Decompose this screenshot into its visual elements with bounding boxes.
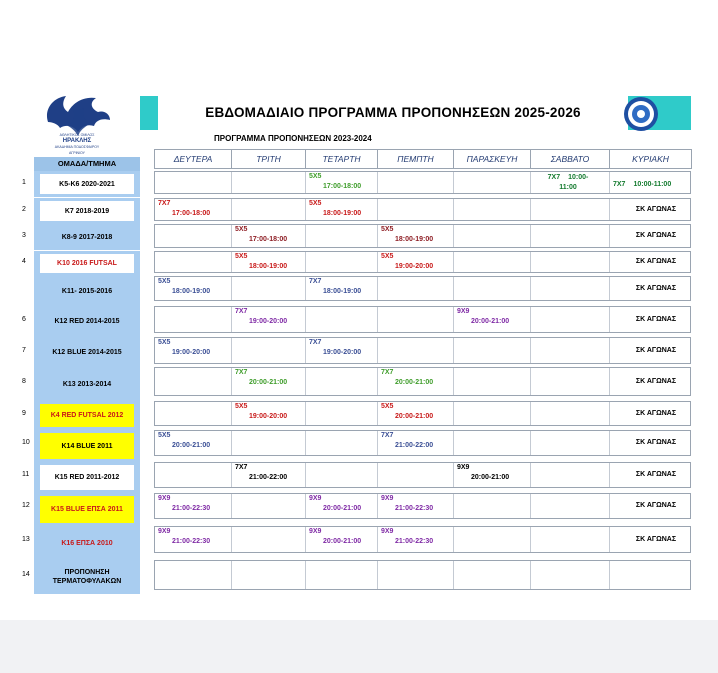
team-label: K4 RED FUTSAL 2012 [40, 404, 134, 427]
column-divider [453, 368, 454, 395]
schedule-row [154, 367, 691, 396]
column-divider [530, 199, 531, 220]
session-cell [381, 527, 433, 547]
session-cell [235, 225, 287, 245]
column-divider [609, 338, 610, 363]
column-divider [453, 561, 454, 589]
footer-band [0, 620, 718, 673]
column-divider [530, 172, 531, 193]
session-time: 17:00-18:00 [172, 210, 211, 217]
column-divider [453, 252, 454, 272]
team-cell [34, 337, 140, 367]
schedule-row [154, 306, 691, 333]
column-divider [305, 527, 306, 552]
column-divider [530, 368, 531, 395]
column-divider [530, 307, 531, 332]
session-cell [309, 494, 361, 514]
session-type: 5X5 [309, 173, 322, 180]
session-time: 20:00-21:00 [172, 442, 211, 449]
session-cell [309, 277, 361, 297]
team-cell [34, 493, 140, 526]
page-title: ΕΒΔΟΜΑΔΙΑΙΟ ΠΡΟΓΡΑΜΜΑ ΠΡΟΠΟΝΗΣΕΩΝ 2025-2026 [205, 105, 581, 120]
column-divider [453, 402, 454, 425]
column-divider [377, 338, 378, 363]
team-cell [34, 430, 140, 462]
column-divider [609, 252, 610, 272]
column-divider [231, 199, 232, 220]
column-divider [377, 402, 378, 425]
column-divider [377, 527, 378, 552]
session-type: 7X7 [381, 432, 394, 439]
session-time: 19:00-20:00 [249, 413, 288, 420]
session-type: 7X7 [235, 308, 248, 315]
session-type: 9X9 [457, 464, 470, 471]
column-divider [305, 463, 306, 487]
team-cell [34, 171, 140, 197]
session-cell [235, 402, 287, 422]
session-type: 5X5 [158, 278, 171, 285]
team-label: K16 ΕΠΣΑ 2010 [61, 539, 113, 547]
team-cell [34, 251, 140, 276]
column-divider [453, 463, 454, 487]
row-number: 10 [22, 439, 30, 446]
session-cell [158, 199, 210, 219]
logo-text-line-4: ΑΓΡΙΝΙΟΥ [68, 151, 85, 155]
session-cell [613, 180, 689, 190]
session-type: 5X5 [309, 200, 322, 207]
schedule-row [154, 462, 691, 488]
team-cell [34, 526, 140, 560]
column-divider [453, 494, 454, 518]
session-type: 7X7 [613, 180, 626, 188]
sunday-match: ΣΚ ΑΓΩΝΑΣ [635, 409, 677, 417]
column-divider [305, 338, 306, 363]
row-number: 4 [22, 258, 26, 265]
column-divider [305, 368, 306, 395]
column-divider [231, 277, 232, 300]
column-divider [377, 172, 378, 193]
session-type: 9X9 [158, 495, 171, 502]
team-label: K8-9 2017-2018 [61, 233, 113, 241]
team-label: K12 BLUE 2014-2015 [52, 348, 122, 356]
team-label: K13 2013-2014 [62, 380, 112, 388]
schedule-row [154, 276, 691, 301]
column-divider [609, 527, 610, 552]
session-type: 5X5 [235, 253, 248, 260]
session-cell [381, 225, 433, 245]
column-divider [231, 561, 232, 589]
day-header-2: ΤΡΙΤΗ [231, 149, 306, 169]
session-type: 5X5 [381, 253, 394, 260]
team-cell [34, 306, 140, 337]
column-divider [609, 402, 610, 425]
column-divider [609, 225, 610, 247]
session-time: 21:00-22:30 [172, 505, 211, 512]
schedule-row [154, 401, 691, 426]
day-header-7: ΚΥΡΙΑΚΗ [609, 149, 692, 169]
column-divider [305, 561, 306, 589]
session-type: 9X9 [381, 528, 394, 535]
column-divider [377, 368, 378, 395]
column-divider [305, 402, 306, 425]
column-divider [377, 199, 378, 220]
column-divider [231, 225, 232, 247]
column-divider [305, 431, 306, 455]
column-divider [453, 225, 454, 247]
column-divider [609, 463, 610, 487]
session-type: 9X9 [381, 495, 394, 502]
schedule-row [154, 171, 691, 194]
day-header-1: ΔΕΥΤΕΡΑ [154, 149, 232, 169]
session-time: 18:00-19:00 [323, 210, 362, 217]
team-cell [34, 560, 140, 594]
row-number: 3 [22, 232, 26, 239]
session-time: 17:00-18:00 [249, 236, 288, 243]
sunday-match: ΣΚ ΑΓΩΝΑΣ [635, 258, 677, 265]
column-divider [231, 252, 232, 272]
session-type: 7X7 [158, 200, 171, 207]
logo-text-line-1: ΑΘΛΗΤΙΚΟΣ ΟΜΙΛΟΣ [59, 133, 95, 137]
session-type: 7X7 [547, 174, 561, 181]
logo-text-line-2: ΗΡΑΚΛΗΣ [62, 138, 92, 144]
column-divider [453, 277, 454, 300]
team-cell [34, 401, 140, 430]
session-type: 5X5 [235, 226, 248, 233]
session-time: 21:00-22:30 [395, 505, 434, 512]
session-time: 20:00-21:00 [395, 379, 434, 386]
row-number: 12 [22, 502, 30, 509]
column-divider [231, 494, 232, 518]
column-divider [530, 338, 531, 363]
column-divider [305, 252, 306, 272]
row-number: 6 [22, 315, 26, 323]
column-divider [609, 368, 610, 395]
session-type: 5X5 [158, 432, 171, 439]
column-divider [609, 172, 610, 193]
session-type: 9X9 [309, 495, 322, 502]
column-divider [305, 225, 306, 247]
sunday-match: ΣΚ ΑΓΩΝΑΣ [635, 232, 677, 239]
column-divider [231, 368, 232, 395]
session-time: 19:00-20:00 [249, 318, 288, 325]
schedule-row [154, 560, 691, 590]
session-time: 21:00-22:30 [172, 538, 211, 545]
session-cell [309, 199, 361, 219]
session-cell [158, 277, 210, 297]
session-cell [381, 368, 433, 388]
session-time: 20:00-21:00 [471, 474, 510, 481]
session-type: 9X9 [457, 308, 470, 315]
team-cell [34, 276, 140, 306]
sunday-match: ΣΚ ΑΓΩΝΑΣ [635, 284, 677, 292]
session-cell [457, 463, 509, 483]
session-cell [158, 338, 210, 358]
column-divider [377, 307, 378, 332]
row-number: 11 [22, 471, 30, 478]
day-header-3: ΤΕΤΑΡΤΗ [305, 149, 378, 169]
session-type: 5X5 [235, 403, 248, 410]
column-divider [377, 431, 378, 455]
team-label: K14 BLUE 2011 [40, 433, 134, 459]
session-time: 20:00-21:00 [323, 505, 362, 512]
column-divider [453, 307, 454, 332]
session-time: 10:00-11:00 [633, 180, 672, 188]
session-cell [381, 402, 433, 422]
schedule-row [154, 251, 691, 273]
day-header-6: ΣΑΒΒΑΤΟ [530, 149, 610, 169]
column-divider [377, 277, 378, 300]
column-divider [377, 494, 378, 518]
column-divider [453, 199, 454, 220]
session-cell [235, 463, 287, 483]
column-divider [231, 172, 232, 193]
team-label: K11- 2015-2016 [61, 287, 113, 295]
row-number: 14 [22, 571, 30, 578]
session-time: 18:00-19:00 [172, 288, 211, 295]
session-type: 9X9 [309, 528, 322, 535]
session-cell [381, 252, 433, 272]
session-type: 9X9 [158, 528, 171, 535]
column-divider [377, 561, 378, 589]
club-logo [38, 88, 116, 158]
session-cell [309, 527, 361, 547]
session-time: 19:00-20:00 [323, 349, 362, 356]
sunday-match: ΣΚ ΑΓΩΝΑΣ [635, 535, 677, 543]
team-label: K12 RED 2014-2015 [54, 318, 120, 325]
column-divider [453, 431, 454, 455]
session-time: 18:00-19:00 [249, 263, 288, 270]
session-cell [540, 173, 596, 193]
schedule-row [154, 337, 691, 364]
column-divider [305, 277, 306, 300]
column-divider [530, 463, 531, 487]
schedule-row [154, 430, 691, 456]
session-cell [381, 431, 433, 451]
session-type: 7X7 [235, 369, 248, 376]
column-divider [530, 402, 531, 425]
schedule-row [154, 198, 691, 221]
team-label: K10 2016 FUTSAL [40, 254, 134, 273]
session-cell [158, 527, 210, 547]
session-time: 20:00-21:00 [323, 538, 362, 545]
team-cell [34, 462, 140, 493]
column-divider [530, 431, 531, 455]
team-label: ΠΡΟΠΟΝΗΣΗ ΤΕΡΜΑΤΟΦΥΛΑΚΩΝ [52, 569, 122, 585]
column-divider [231, 463, 232, 487]
sunday-match: ΣΚ ΑΓΩΝΑΣ [635, 205, 677, 213]
schedule-row [154, 493, 691, 519]
team-label: K5-K6 2020-2021 [40, 174, 134, 194]
session-type: 7X7 [381, 369, 394, 376]
column-divider [530, 252, 531, 272]
column-divider [305, 307, 306, 332]
logo-text-line-3: ΑΚΑΔΗΜΙΑ ΠΟΔΟΣΦΑΙΡΟΥ [54, 145, 100, 149]
column-divider [530, 277, 531, 300]
team-label: K15 BLUE ΕΠΣΑ 2011 [40, 496, 134, 523]
column-divider [305, 494, 306, 518]
session-time: 20:00-21:00 [471, 318, 510, 325]
day-header-4: ΠΕΜΠΤΗ [377, 149, 454, 169]
sunday-match: ΣΚ ΑΓΩΝΑΣ [635, 346, 677, 354]
column-divider [609, 199, 610, 220]
column-divider [231, 307, 232, 332]
column-divider [609, 494, 610, 518]
title-inner [158, 96, 628, 130]
session-type: 5X5 [381, 403, 394, 410]
session-time: 21:00-22:00 [249, 474, 288, 481]
sunday-match: ΣΚ ΑΓΩΝΑΣ [635, 471, 677, 478]
column-divider [530, 527, 531, 552]
column-divider [305, 172, 306, 193]
column-divider [231, 527, 232, 552]
session-time: 21:00-22:00 [395, 442, 434, 449]
session-type: 7X7 [309, 339, 322, 346]
column-divider [453, 527, 454, 552]
row-number: 1 [22, 178, 26, 186]
column-divider [609, 561, 610, 589]
row-number: 2 [22, 205, 26, 213]
session-cell [235, 368, 287, 388]
column-divider [377, 225, 378, 247]
title-bar [140, 96, 691, 130]
session-time: 21:00-22:30 [395, 538, 434, 545]
column-divider [453, 172, 454, 193]
session-type: 5X5 [381, 226, 394, 233]
row-number: 9 [22, 409, 26, 417]
column-divider [305, 199, 306, 220]
session-type: 7X7 [309, 278, 322, 285]
column-divider [530, 561, 531, 589]
schedule-row [154, 224, 691, 248]
sunday-match: ΣΚ ΑΓΩΝΑΣ [635, 502, 677, 509]
row-number: 7 [22, 346, 26, 354]
column-divider [377, 463, 378, 487]
session-time: 10:00-11:00 [559, 174, 589, 191]
session-cell [309, 172, 361, 192]
subtitle: ΠΡΟΓΡΑΜΜΑ ΠΡΟΠΟΝΗΣΕΩΝ 2023-2024 [214, 134, 372, 143]
session-time: 18:00-19:00 [395, 236, 434, 243]
session-cell [158, 431, 210, 451]
team-label: K15 RED 2011-2012 [40, 465, 134, 490]
session-cell [309, 338, 361, 358]
row-number: 8 [22, 377, 26, 385]
column-divider [609, 277, 610, 300]
sunday-match: ΣΚ ΑΓΩΝΑΣ [635, 377, 677, 385]
column-divider [530, 494, 531, 518]
column-divider [231, 402, 232, 425]
session-cell [158, 494, 210, 514]
session-cell [235, 252, 287, 272]
session-type: 5X5 [158, 339, 171, 346]
team-cell [34, 367, 140, 401]
column-divider [231, 338, 232, 363]
day-header-5: ΠΑΡΑΣΚΕΥΗ [453, 149, 531, 169]
session-type: 7X7 [235, 464, 248, 471]
session-cell [235, 307, 287, 327]
column-divider [453, 338, 454, 363]
column-divider [377, 252, 378, 272]
schedule-row [154, 526, 691, 553]
session-cell [381, 494, 433, 514]
session-time: 20:00-21:00 [249, 379, 288, 386]
column-divider [530, 225, 531, 247]
column-divider [609, 431, 610, 455]
session-time: 20:00-21:00 [395, 413, 434, 420]
session-cell [457, 307, 509, 327]
session-time: 19:00-20:00 [395, 263, 434, 270]
team-label: K7 2018-2019 [40, 201, 134, 221]
column-divider [231, 431, 232, 455]
session-time: 18:00-19:00 [323, 288, 362, 295]
row-number: 13 [22, 535, 30, 543]
column-divider [609, 307, 610, 332]
session-time: 19:00-20:00 [172, 349, 211, 356]
team-cell [34, 224, 140, 250]
federation-emblem-icon [622, 96, 660, 132]
sunday-match: ΣΚ ΑΓΩΝΑΣ [635, 439, 677, 446]
sunday-match: ΣΚ ΑΓΩΝΑΣ [635, 315, 677, 323]
team-cell [34, 198, 140, 224]
group-header: ΟΜΑΔΑ/ΤΜΗΜΑ [34, 157, 140, 171]
session-time: 17:00-18:00 [323, 183, 362, 190]
